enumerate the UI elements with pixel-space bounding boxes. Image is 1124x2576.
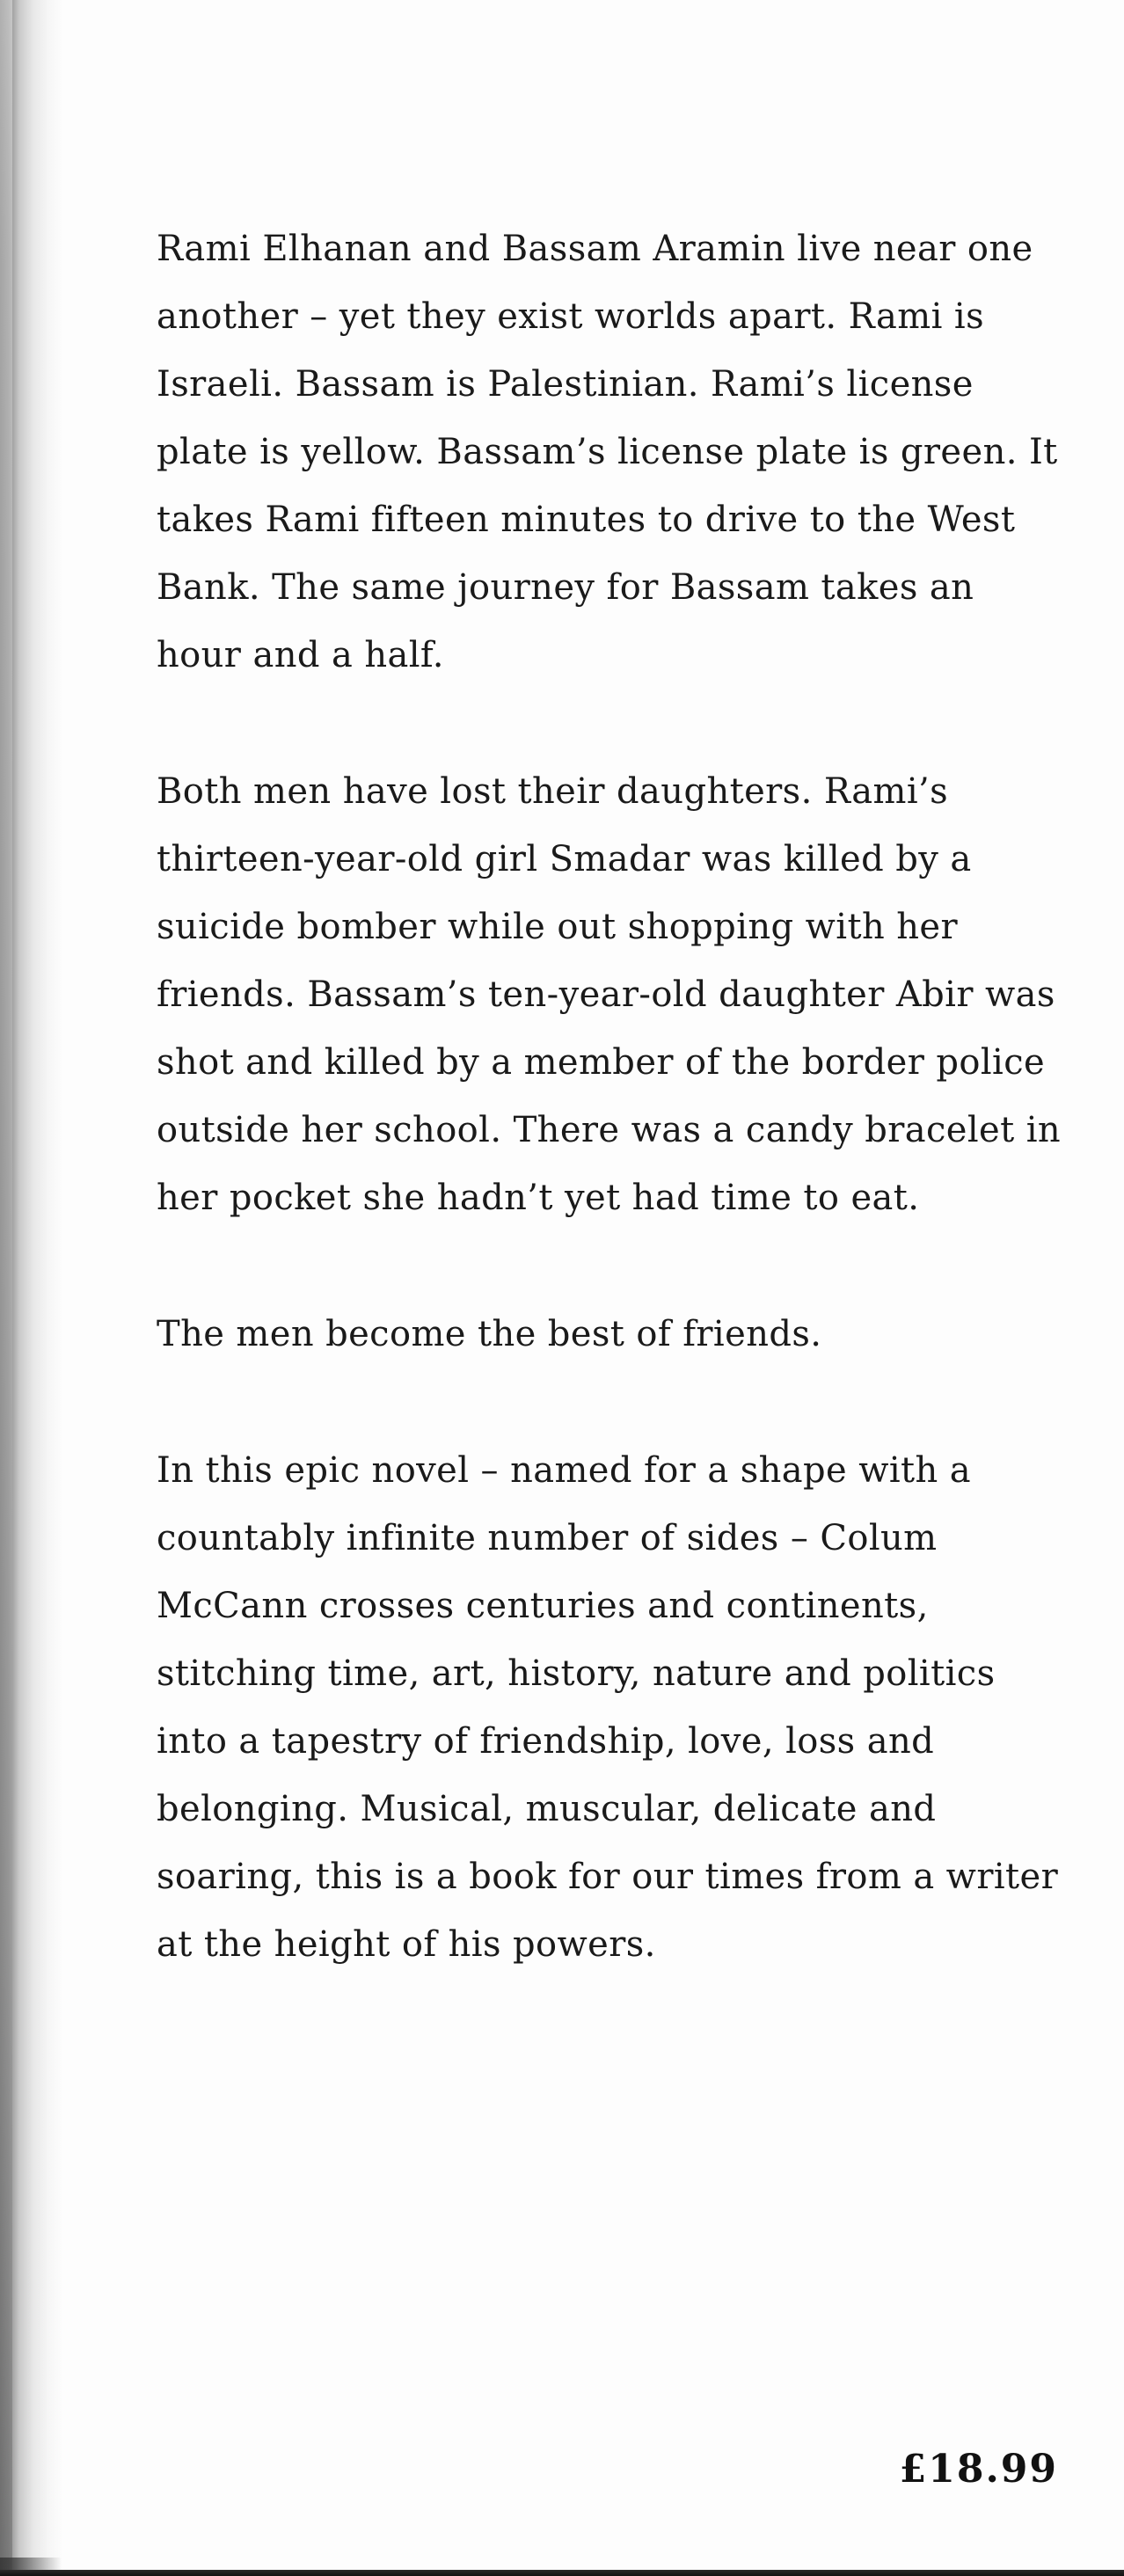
blurb-paragraph-1: Rami Elhanan and Bassam Aramin live near one another – yet they exist worlds apart. Rami is Israeli. Bassam is Palestinian. Rami’s license plate is yellow. Bassam’s license plate is green. It takes Rami fifteen minutes to drive to the West Bank. The same journey for Bassam takes an hour and a half. [157,229,1058,675]
price-label: £18.99 [899,2447,1058,2492]
blurb-paragraph-4: In this epic novel – named for a shape with a countably infinite number of sides – Colum McCann crosses centuries and continents, stitching time, art, history, nature and politics into a tapestry of friendship, love, loss and belonging. Musical, muscular, delicate and soaring, this is a book for our times from a writer at the height of his powers. [157,1450,1059,1965]
blurb-paragraph-3: The men become the best of friends. [157,1314,822,1354]
blurb-paragraph-2: Both men have lost their daughters. Rami’s thirteen-year-old girl Smadar was killed by a suicide bomber while out shopping with her friends. Bassam’s ten-year-old daughter Abir was shot and killed by a member of the border police outside her school. There was a candy bracelet in her pocket she hadn’t yet had time to eat. [157,771,1062,1218]
bottom-corner-shadow [0,2558,62,2570]
blurb-text [157,215,1062,1979]
spine-edge [0,0,12,2576]
bottom-edge [0,2570,1124,2576]
